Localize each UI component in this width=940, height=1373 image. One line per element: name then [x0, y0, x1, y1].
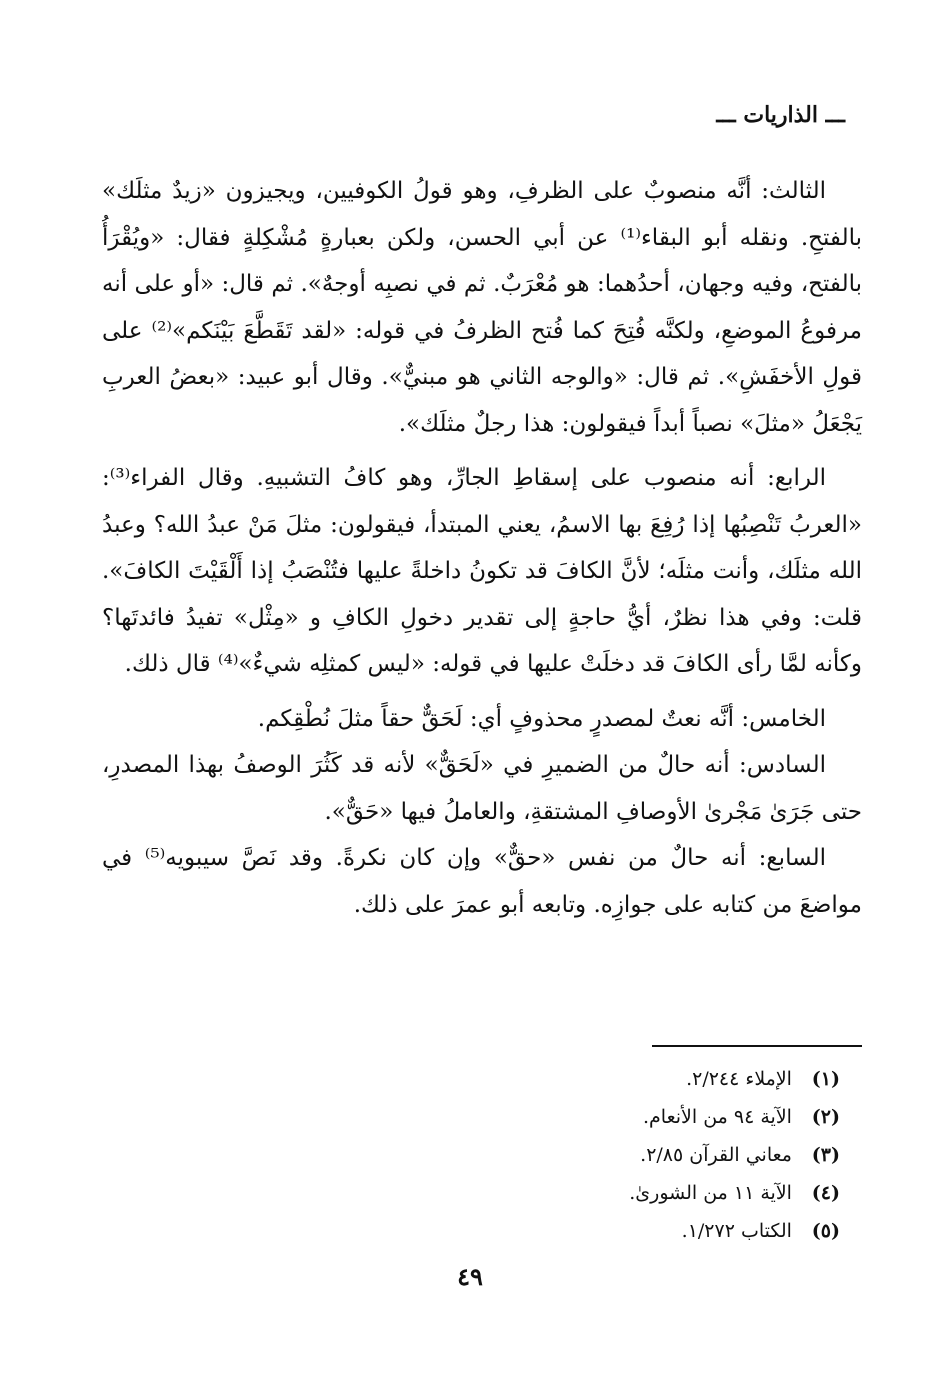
- footnote-number: (٤): [811, 1182, 840, 1204]
- page-number: ٤٩: [457, 1262, 483, 1291]
- paragraph-sixth-view: السادس: أنه حالٌ من الضميرِ في «لَحَقٌّ» لأنه قد كَثُرَ الوصفُ بهذا المصدرِ، حتى جَرَىٰ مَجْرىٰ الأوصافِ المشتقةِ، والعاملُ فيها «حَقٌّ».: [102, 752, 862, 825]
- footnote-text: الإملاء ٢/٢٤٤.: [686, 1068, 792, 1090]
- footnote-item: [340, 1212, 840, 1250]
- footnote-text: معاني القرآن ٢/٨٥.: [640, 1144, 792, 1166]
- footnote-item: [340, 1060, 840, 1098]
- running-header: ـــ الذاريات ـــ: [716, 102, 845, 128]
- footnote-number: (٥): [811, 1220, 840, 1242]
- footnote-item: [340, 1174, 840, 1212]
- footnotes: [340, 1060, 840, 1250]
- footnote-number: (١): [811, 1068, 840, 1090]
- footnote-number: (٣): [811, 1144, 840, 1166]
- body-text: [102, 168, 862, 928]
- footnote-item: [340, 1098, 840, 1136]
- paragraph-seventh-view: السابع: أنه حالٌ من نفس «حقٌّ» وإن كان نكرةً. وقد نَصَّ سيبويه⁽⁵⁾ في مواضعَ من كتابه على جوازِه. وتابعه أبو عمرَ على ذلك.: [102, 845, 862, 918]
- footnote-text: الآية ١١ من الشورىٰ.: [629, 1182, 792, 1204]
- footnote-item: [340, 1136, 840, 1174]
- footnote-text: الآية ٩٤ من الأنعام.: [643, 1106, 792, 1128]
- footnote-number: (٢): [811, 1106, 840, 1128]
- paragraph-fifth-view: الخامس: أنَّه نعتٌ لمصدرٍ محذوفٍ أي: لَحَقٌّ حقاً مثلَ نُطْقِكم.: [257, 705, 826, 732]
- paragraph-fourth-view: الرابع: أنه منصوب على إسقاطِ الجارِّ، وهو كافُ التشبيهِ. وقال الفراء⁽³⁾: «العربُ تَنْصِبُها إذا رُفِعَ بها الاسمُ، يعني المبتدأ، فيقولون: مثلَ مَنْ عبدُ الله؟ وعبدُ الله مثلَك، وأنت مثلَه؛ لأنَّ الكافَ قد تكونُ داخلةً عليها فتُنْصَبُ إذا أَلْقَيْتَ الكافَ». قلت: وفي هذا نظرٌ، أيُّ حاجةٍ إلى تقدير دخولِ الكافِ و «مِثْل» تفيدُ فائدتَها؟ وكأنه لمَّا رأى الكافَ قد دخلَتْ عليها في قوله: «ليس كمثلِه شيءٌ»⁽⁴⁾ قال ذلك.: [102, 465, 862, 677]
- paragraph-third-view: الثالث: أنَّه منصوبٌ على الظرفِ، وهو قولُ الكوفيين، ويجيزون «زيدٌ مثلَك» بالفتحِ. ونقله أبو البقاء⁽¹⁾ عن أبي الحسن، ولكن بعبارةٍ مُشْكِلةٍ فقال: «ويُقْرَأُ بالفتح، وفيه وجهان، أحدُهما: هو مُعْرَبٌ. ثم في نصبِه أوجهٌ». ثم قال: «أو على أنه مرفوعُ الموضعِ، ولكنَّه فُتِحَ كما فُتح الظرفُ في قوله: «لقد تَقَطَّعَ بَيْنَكم»⁽²⁾ على قولِ الأخفَشِ». ثم قال: «والوجه الثاني هو مبنيٌّ». وقال أبو عبيد: «بعضُ العربِ يَجْعَلُ «مثلَ» نصباً أبداً فيقولون: هذا رجلٌ مثلَك».: [102, 178, 862, 437]
- footnote-separator: [652, 1045, 862, 1047]
- footnote-text: الكتاب ١/٢٧٢.: [681, 1220, 792, 1242]
